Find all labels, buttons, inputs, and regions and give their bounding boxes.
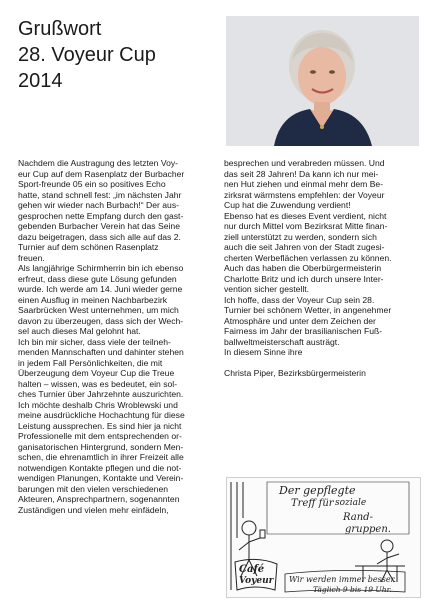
text-line: Überzeugung dem Voyeur Cup die Treue bbox=[18, 368, 175, 378]
text-line: gesprochen nette Empfang durch den gast- bbox=[18, 210, 184, 221]
text-line: notwendigen Kontakte pflegen und die not- bbox=[18, 462, 182, 473]
cartoon-headline-2: Treff für bbox=[291, 498, 334, 509]
article-column-right bbox=[224, 158, 422, 379]
text-line: das seit 28 Jahren! Da kann ich nur mei- bbox=[224, 168, 379, 179]
text-line: auch die seit Jahren von der Stadt zugesi- bbox=[224, 242, 385, 252]
text-line: Fairness im Jahr der brasilianischen Fuß- bbox=[224, 326, 383, 336]
text-line: schen, die ehrenamtlich in ihrer Freizeit alle bbox=[18, 452, 184, 462]
text-line: ziell unterstützt zu werden, sondern sich bbox=[224, 231, 377, 242]
cartoon-sign-2: Voyeur bbox=[239, 576, 274, 586]
text-line: Ich möchte deshalb Chris Wroblewski und bbox=[18, 399, 178, 410]
text-line: ballweltmeisterschaft austrägt. bbox=[224, 336, 340, 347]
text-line: halten – wissen, was es bedeutet, ein sol- bbox=[18, 378, 178, 389]
text-line: Ich hoffe, dass der Voyeur Cup sein 28. bbox=[224, 294, 375, 305]
text-line: nur durch Mittel vom Bezirksrat Mitte finan- bbox=[224, 221, 388, 231]
text-line: menden Mannschaften und dahinter stehen bbox=[18, 347, 184, 357]
text-line: ganisatorischen Hintergrund, sondern Men- bbox=[18, 441, 184, 452]
text-line: Professionelle mit dem entsprechenden or- bbox=[18, 431, 182, 441]
cartoon-headline-4: Rand- bbox=[343, 512, 373, 523]
text-line: Turnier auf dem schönen Rasenplatz bbox=[18, 242, 159, 252]
text-line: Turnier bei schönem Wetter, in angenehmer bbox=[224, 305, 392, 315]
portrait-photo bbox=[226, 16, 419, 146]
text-line: Zuständigen und vielen mehr einfädeln, bbox=[18, 504, 169, 515]
text-line: davon zu überzeugen, dass sich der Wech- bbox=[18, 315, 184, 326]
article-column-left bbox=[18, 158, 214, 515]
text-line: Cup hat die Zuwendung verdient! bbox=[224, 200, 351, 210]
text-line: vention sicher gestellt. bbox=[224, 284, 310, 294]
text-line: wendigen Planungen, Kontakte und Verein- bbox=[18, 473, 184, 483]
text-line: In diesem Sinne ihre bbox=[224, 347, 303, 357]
text-line: Ich bin mir sicher, dass viele der teilneh- bbox=[18, 336, 171, 347]
text-line: freuen. bbox=[18, 252, 45, 263]
article-title bbox=[18, 16, 208, 94]
title-line-3: 2014 bbox=[18, 70, 63, 92]
text-line: meine ausdrückliche Hochachtung für diese bbox=[18, 410, 185, 420]
text-line: Nachdem die Austragung des letzten Voy- bbox=[18, 158, 179, 168]
text-line: Auch das haben die Oberbürgermeisterin bbox=[224, 263, 382, 273]
text-line: Akteuren, Ansprechpartnern, sogenannten bbox=[18, 494, 180, 504]
text-line: Atmosphäre und unter dem Zeichen der bbox=[224, 315, 376, 326]
text-line: gebenden Burbacher Verein hat das Seine bbox=[18, 221, 180, 231]
text-line: dazu beigetragen, dass sich alle auf das 2. bbox=[18, 231, 181, 242]
text-line: cherten Werbeflächen verlassen zu können. bbox=[224, 252, 392, 263]
cafe-cartoon bbox=[226, 477, 421, 598]
text-line: Sport-freunde 05 ein so positives Echo bbox=[18, 179, 166, 189]
cartoon-headline-3: soziale bbox=[335, 498, 367, 508]
cartoon-slogan: Wir werden immer besser. bbox=[289, 575, 397, 584]
title-line-1: Grußwort bbox=[18, 18, 102, 40]
text-line: nen Hut ziehen und einmal mehr dem Be- bbox=[224, 179, 384, 189]
title-line-2: 28. Voyeur Cup bbox=[18, 44, 156, 66]
text-line: gehen wir wieder nach Burbach!“ Der aus- bbox=[18, 200, 179, 210]
text-line: wurde. Ich werde am 14. Juni wieder gerne bbox=[18, 284, 183, 294]
text-line: hatte, stand schnell fest: „im nächsten Jahr bbox=[18, 189, 182, 200]
cartoon-headline-5: gruppen. bbox=[345, 524, 391, 535]
text-line: Als langjährige Schirmherrin bin ich ebenso bbox=[18, 263, 184, 273]
text-line: in jedem Fall Persönlichkeiten, die mit bbox=[18, 357, 163, 368]
text-line: zirksrat wärmstens empfehlen: der Voyeur bbox=[224, 189, 385, 200]
text-line: ches Turnier über Jahrzehnte auszurichten. bbox=[18, 389, 184, 399]
text-line: Saarbrücken West unternehmen, um mich bbox=[18, 305, 179, 315]
text-line: barungen mit den vielen verschiedenen bbox=[18, 483, 169, 494]
cartoon-headline-1: Der gepflegte bbox=[279, 484, 356, 497]
text-line: erfreut, dass diese gute Lösung gefunden bbox=[18, 273, 177, 284]
text-line: Charlotte Britz und ich durch unsere Inter- bbox=[224, 273, 384, 284]
text-line: sel auch dieses Mal gelohnt hat. bbox=[18, 326, 141, 336]
text-line: einen Ausflug in meinen Nachbarbezirk bbox=[18, 294, 168, 305]
signature: Christa Piper, Bezirksbürgermeisterin bbox=[224, 368, 366, 378]
text-line: Leistung aussprechen. Es sind hier ja nicht bbox=[18, 420, 182, 431]
cartoon-sign-1: Café bbox=[239, 564, 265, 575]
text-line: eur Cup auf dem Rasenplatz der Burbacher bbox=[18, 168, 185, 179]
text-line: Ebenso hat es dieses Event verdient, nicht bbox=[224, 210, 387, 221]
text-line: besprechen und verabreden müssen. Und bbox=[224, 158, 385, 168]
cartoon-hours: Täglich 9 bis 19 Uhr. bbox=[313, 585, 392, 594]
portrait-photo-icon bbox=[226, 16, 419, 146]
